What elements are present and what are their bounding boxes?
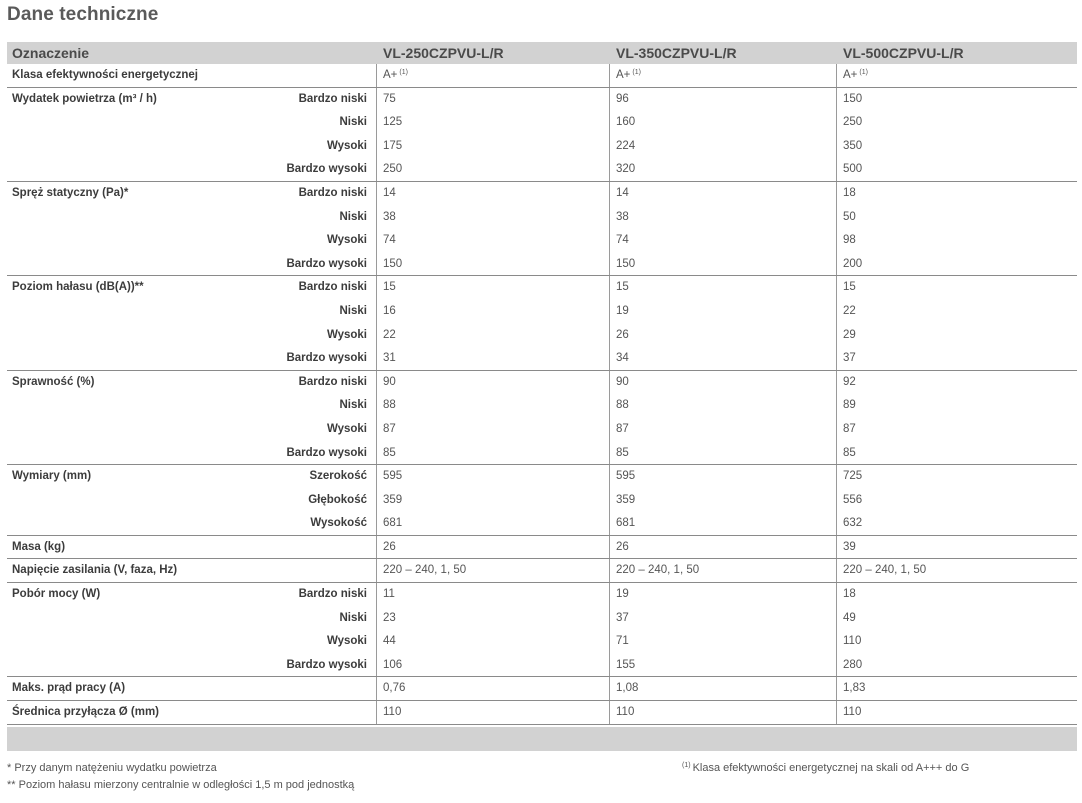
value-text: 18 — [843, 588, 856, 601]
value-text: 22 — [383, 328, 396, 341]
row-label: Klasa efektywności energetycznej — [12, 69, 198, 81]
value-text: 320 — [616, 163, 636, 176]
table-group — [7, 536, 1077, 560]
value-cell — [843, 659, 862, 671]
value-cell — [843, 447, 856, 459]
value-cell — [616, 517, 635, 529]
value-text: 39 — [843, 540, 856, 553]
value-text: 26 — [383, 540, 396, 553]
value-text: 150 — [616, 257, 636, 270]
value-cell — [843, 281, 856, 293]
table-group — [7, 559, 1077, 583]
value-text: 681 — [383, 517, 403, 530]
row-sublabel: Wysokość — [310, 517, 367, 530]
value-text: 88 — [616, 399, 629, 412]
table-group — [7, 182, 1077, 276]
table-row — [7, 324, 1077, 348]
row-sublabel: Bardzo wysoki — [286, 257, 367, 270]
value-text: 96 — [616, 92, 629, 105]
table-row — [7, 394, 1077, 418]
table-row — [7, 607, 1077, 631]
table-row — [7, 111, 1077, 135]
value-text: 49 — [843, 611, 856, 624]
row-sublabel: Wysoki — [326, 234, 367, 247]
value-text: 359 — [383, 493, 403, 506]
value-cell — [616, 258, 635, 270]
row-sublabel: Szerokość — [309, 470, 367, 483]
value-cell — [383, 281, 396, 293]
value-text: 595 — [616, 470, 636, 483]
value-text: 37 — [616, 611, 629, 624]
value-cell — [616, 140, 635, 152]
value-text: 359 — [616, 493, 636, 506]
value-text: 110 — [843, 635, 862, 648]
technical-data-table — [7, 42, 1077, 725]
table-row — [7, 583, 1077, 607]
value-text: 160 — [616, 116, 636, 129]
value-text: 22 — [843, 304, 856, 317]
value-cell — [383, 659, 402, 671]
value-cell — [383, 234, 396, 246]
value-text: 50 — [843, 210, 856, 223]
value-text: 224 — [616, 139, 636, 152]
value-text: 1,08 — [616, 682, 639, 695]
value-cell — [843, 93, 862, 105]
value-text: 26 — [616, 328, 629, 341]
value-cell — [843, 541, 856, 553]
table-row — [7, 630, 1077, 654]
value-cell — [843, 140, 862, 152]
value-text: 220 – 240, 1, 50 — [383, 564, 467, 577]
value-cell — [383, 612, 396, 624]
value-text: 85 — [616, 446, 629, 459]
value-text: 14 — [383, 186, 396, 199]
value-text: 90 — [383, 375, 396, 388]
table-row — [7, 300, 1077, 324]
value-text: 87 — [616, 422, 629, 435]
value-cell — [843, 258, 862, 270]
value-text: 18 — [843, 186, 856, 199]
value-text: 155 — [616, 658, 636, 671]
table-row — [7, 276, 1077, 300]
value-cell — [383, 163, 402, 175]
value-text: 725 — [843, 470, 863, 483]
value-cell — [616, 329, 629, 341]
value-cell — [383, 352, 396, 364]
value-cell — [383, 376, 396, 388]
footnote-marker: (1) — [859, 69, 868, 76]
table-row — [7, 701, 1077, 725]
value-cell — [843, 352, 856, 364]
value-cell — [383, 305, 396, 317]
value-cell — [616, 541, 629, 553]
row-sublabel: Niski — [339, 611, 367, 624]
value-cell — [843, 69, 868, 81]
value-cell — [383, 423, 396, 435]
row-sublabel: Bardzo niski — [298, 92, 367, 105]
value-cell — [843, 116, 862, 128]
value-text: 92 — [843, 375, 856, 388]
value-text: 34 — [616, 352, 629, 365]
value-text: 23 — [383, 611, 396, 624]
row-sublabel: Niski — [339, 210, 367, 223]
value-text: 89 — [843, 399, 856, 412]
value-text: 98 — [843, 234, 856, 247]
row-sublabel: Bardzo niski — [298, 186, 367, 199]
table-row — [7, 64, 1077, 88]
value-text: 19 — [616, 304, 629, 317]
value-cell — [383, 494, 402, 506]
row-sublabel: Niski — [339, 399, 367, 412]
header-label: Oznaczenie — [12, 45, 90, 61]
value-cell — [383, 93, 396, 105]
value-cell — [616, 93, 629, 105]
footnote-marker: (1) — [632, 69, 641, 76]
value-cell — [843, 234, 856, 246]
value-cell — [383, 69, 408, 81]
table-row — [7, 206, 1077, 230]
value-cell — [616, 352, 629, 364]
value-text: 0,76 — [383, 682, 406, 695]
table-group — [7, 465, 1077, 536]
row-label: Masa (kg) — [12, 540, 66, 553]
table-group — [7, 88, 1077, 182]
value-cell — [383, 635, 396, 647]
value-cell — [843, 706, 861, 718]
row-sublabel: Bardzo niski — [298, 588, 367, 601]
value-text: 74 — [616, 234, 629, 247]
value-cell — [383, 682, 405, 694]
table-row — [7, 442, 1077, 466]
value-cell — [616, 659, 635, 671]
table-group — [7, 276, 1077, 370]
row-sublabel: Wysoki — [326, 635, 367, 648]
value-cell — [616, 612, 629, 624]
value-text: 175 — [383, 139, 403, 152]
value-text: 87 — [383, 422, 396, 435]
row-sublabel: Wysoki — [326, 422, 367, 435]
value-cell — [616, 187, 629, 199]
table-group — [7, 701, 1077, 725]
row-sublabel: Bardzo wysoki — [286, 658, 367, 671]
value-text: 31 — [383, 352, 396, 365]
value-cell — [843, 588, 856, 600]
row-label: Napięcie zasilania (V, faza, Hz) — [12, 564, 178, 577]
table-footer-bar — [7, 727, 1077, 751]
table-row — [7, 559, 1077, 583]
value-cell — [383, 211, 396, 223]
value-cell — [383, 564, 466, 576]
value-text: 16 — [383, 304, 396, 317]
value-cell — [383, 541, 396, 553]
value-cell — [843, 211, 856, 223]
value-text: 26 — [616, 540, 629, 553]
value-cell — [616, 470, 635, 482]
value-cell — [843, 612, 856, 624]
value-text: 681 — [616, 517, 636, 530]
value-cell — [383, 187, 396, 199]
value-cell — [616, 635, 629, 647]
value-text: 15 — [616, 281, 629, 294]
value-cell — [616, 163, 635, 175]
value-text: 74 — [383, 234, 396, 247]
value-text: 38 — [383, 210, 396, 223]
value-cell — [383, 140, 402, 152]
value-cell — [383, 447, 396, 459]
table-row — [7, 489, 1077, 513]
value-text: 106 — [383, 658, 403, 671]
value-cell — [383, 588, 395, 600]
value-text: A+ — [616, 69, 631, 81]
value-cell — [843, 470, 862, 482]
value-cell — [843, 494, 862, 506]
row-sublabel: Niski — [339, 116, 367, 129]
value-cell — [616, 376, 629, 388]
value-cell — [616, 305, 629, 317]
value-text: 280 — [843, 658, 863, 671]
value-text: 125 — [383, 116, 403, 129]
value-cell — [616, 399, 629, 411]
header-model-3: VL-500CZPVU-L/R — [843, 45, 964, 61]
footnote-3-marker: (1) — [682, 762, 691, 769]
value-text: 38 — [616, 210, 629, 223]
footnote-3 — [682, 762, 969, 774]
value-cell — [616, 706, 634, 718]
table-group — [7, 677, 1077, 701]
value-cell — [616, 494, 635, 506]
value-cell — [843, 163, 862, 175]
value-text: 220 – 240, 1, 50 — [616, 564, 700, 577]
value-cell — [616, 564, 699, 576]
table-row — [7, 536, 1077, 560]
table-row — [7, 654, 1077, 678]
row-label: Maks. prąd pracy (A) — [12, 682, 126, 695]
table-group — [7, 64, 1077, 88]
row-sublabel: Wysoki — [326, 139, 367, 152]
table-row — [7, 88, 1077, 112]
value-cell — [616, 588, 629, 600]
row-label: Sprawność (%) — [12, 375, 95, 388]
value-cell — [616, 281, 629, 293]
value-text: 110 — [616, 706, 635, 719]
table-header — [7, 42, 1077, 64]
value-text: 75 — [383, 92, 396, 105]
table-row — [7, 229, 1077, 253]
value-cell — [383, 706, 401, 718]
value-text: 632 — [843, 517, 863, 530]
value-text: 71 — [616, 635, 629, 648]
row-sublabel: Bardzo wysoki — [286, 352, 367, 365]
value-cell — [383, 329, 396, 341]
value-text: A+ — [843, 69, 858, 81]
value-cell — [843, 305, 856, 317]
table-body — [7, 64, 1077, 725]
value-cell — [383, 258, 402, 270]
header-model-1: VL-250CZPVU-L/R — [383, 45, 504, 61]
value-text: 220 – 240, 1, 50 — [843, 564, 927, 577]
value-cell — [383, 116, 402, 128]
value-cell — [383, 517, 402, 529]
footnote-2: ** Poziom hałasu mierzony centralnie w odległości 1,5 m pod jednostką — [7, 779, 355, 791]
value-cell — [383, 470, 402, 482]
table-row — [7, 677, 1077, 701]
value-cell — [616, 447, 629, 459]
row-label: Pobór mocy (W) — [12, 588, 101, 601]
value-cell — [843, 564, 926, 576]
value-text: 15 — [383, 281, 396, 294]
value-text: 85 — [383, 446, 396, 459]
value-text: 250 — [843, 116, 863, 129]
value-text: 44 — [383, 635, 396, 648]
footnote-3-text: Klasa efektywności energetycznej na skali od A+++ do G — [692, 762, 970, 774]
value-text: 14 — [616, 186, 629, 199]
value-text: 1,83 — [843, 682, 866, 695]
row-label: Wymiary (mm) — [12, 470, 92, 483]
footnote-marker: (1) — [399, 69, 408, 76]
value-text: 110 — [843, 706, 862, 719]
row-sublabel: Bardzo niski — [298, 375, 367, 388]
row-label: Poziom hałasu (dB(A))** — [12, 281, 144, 294]
table-group — [7, 371, 1077, 465]
table-row — [7, 371, 1077, 395]
value-cell — [616, 69, 641, 81]
value-text: 88 — [383, 399, 396, 412]
value-text: 90 — [616, 375, 629, 388]
row-sublabel: Głębokość — [308, 493, 367, 506]
value-cell — [843, 423, 856, 435]
header-model-2: VL-350CZPVU-L/R — [616, 45, 737, 61]
row-sublabel: Wysoki — [326, 328, 367, 341]
value-cell — [843, 329, 856, 341]
table-row — [7, 465, 1077, 489]
table-row — [7, 347, 1077, 371]
table-row — [7, 418, 1077, 442]
value-cell — [843, 635, 861, 647]
value-text: 85 — [843, 446, 856, 459]
value-cell — [616, 116, 635, 128]
value-text: 29 — [843, 328, 856, 341]
row-sublabel: Bardzo niski — [298, 281, 367, 294]
value-cell — [616, 682, 638, 694]
row-sublabel: Bardzo wysoki — [286, 446, 367, 459]
value-text: 350 — [843, 139, 863, 152]
value-text: 200 — [843, 257, 863, 270]
value-cell — [616, 423, 629, 435]
value-text: 110 — [383, 706, 402, 719]
table-row — [7, 512, 1077, 536]
value-text: 250 — [383, 163, 403, 176]
table-group — [7, 583, 1077, 677]
table-row — [7, 253, 1077, 277]
value-text: 37 — [843, 352, 856, 365]
table-row — [7, 182, 1077, 206]
value-text: 150 — [383, 257, 403, 270]
value-cell — [843, 187, 856, 199]
value-cell — [843, 682, 865, 694]
page-title: Dane techniczne — [7, 4, 159, 25]
value-text: 595 — [383, 470, 403, 483]
value-cell — [616, 234, 629, 246]
value-cell — [616, 211, 629, 223]
row-label: Średnica przyłącza Ø (mm) — [12, 706, 159, 719]
value-cell — [383, 399, 396, 411]
value-text: 15 — [843, 281, 856, 294]
row-label: Wydatek powietrza (m³ / h) — [12, 92, 157, 105]
value-text: 19 — [616, 588, 629, 601]
row-sublabel: Bardzo wysoki — [286, 163, 367, 176]
row-sublabel: Niski — [339, 304, 367, 317]
value-cell — [843, 517, 862, 529]
value-text: 150 — [843, 92, 863, 105]
value-cell — [843, 399, 856, 411]
row-label: Spręż statyczny (Pa)* — [12, 186, 129, 199]
value-text: 556 — [843, 493, 863, 506]
value-text: 500 — [843, 163, 863, 176]
value-text: A+ — [383, 69, 398, 81]
value-cell — [843, 376, 856, 388]
footnote-1: * Przy danym natężeniu wydatku powietrza — [7, 762, 217, 774]
table-row — [7, 135, 1077, 159]
table-row — [7, 158, 1077, 182]
value-text: 11 — [383, 588, 395, 601]
value-text: 87 — [843, 422, 856, 435]
